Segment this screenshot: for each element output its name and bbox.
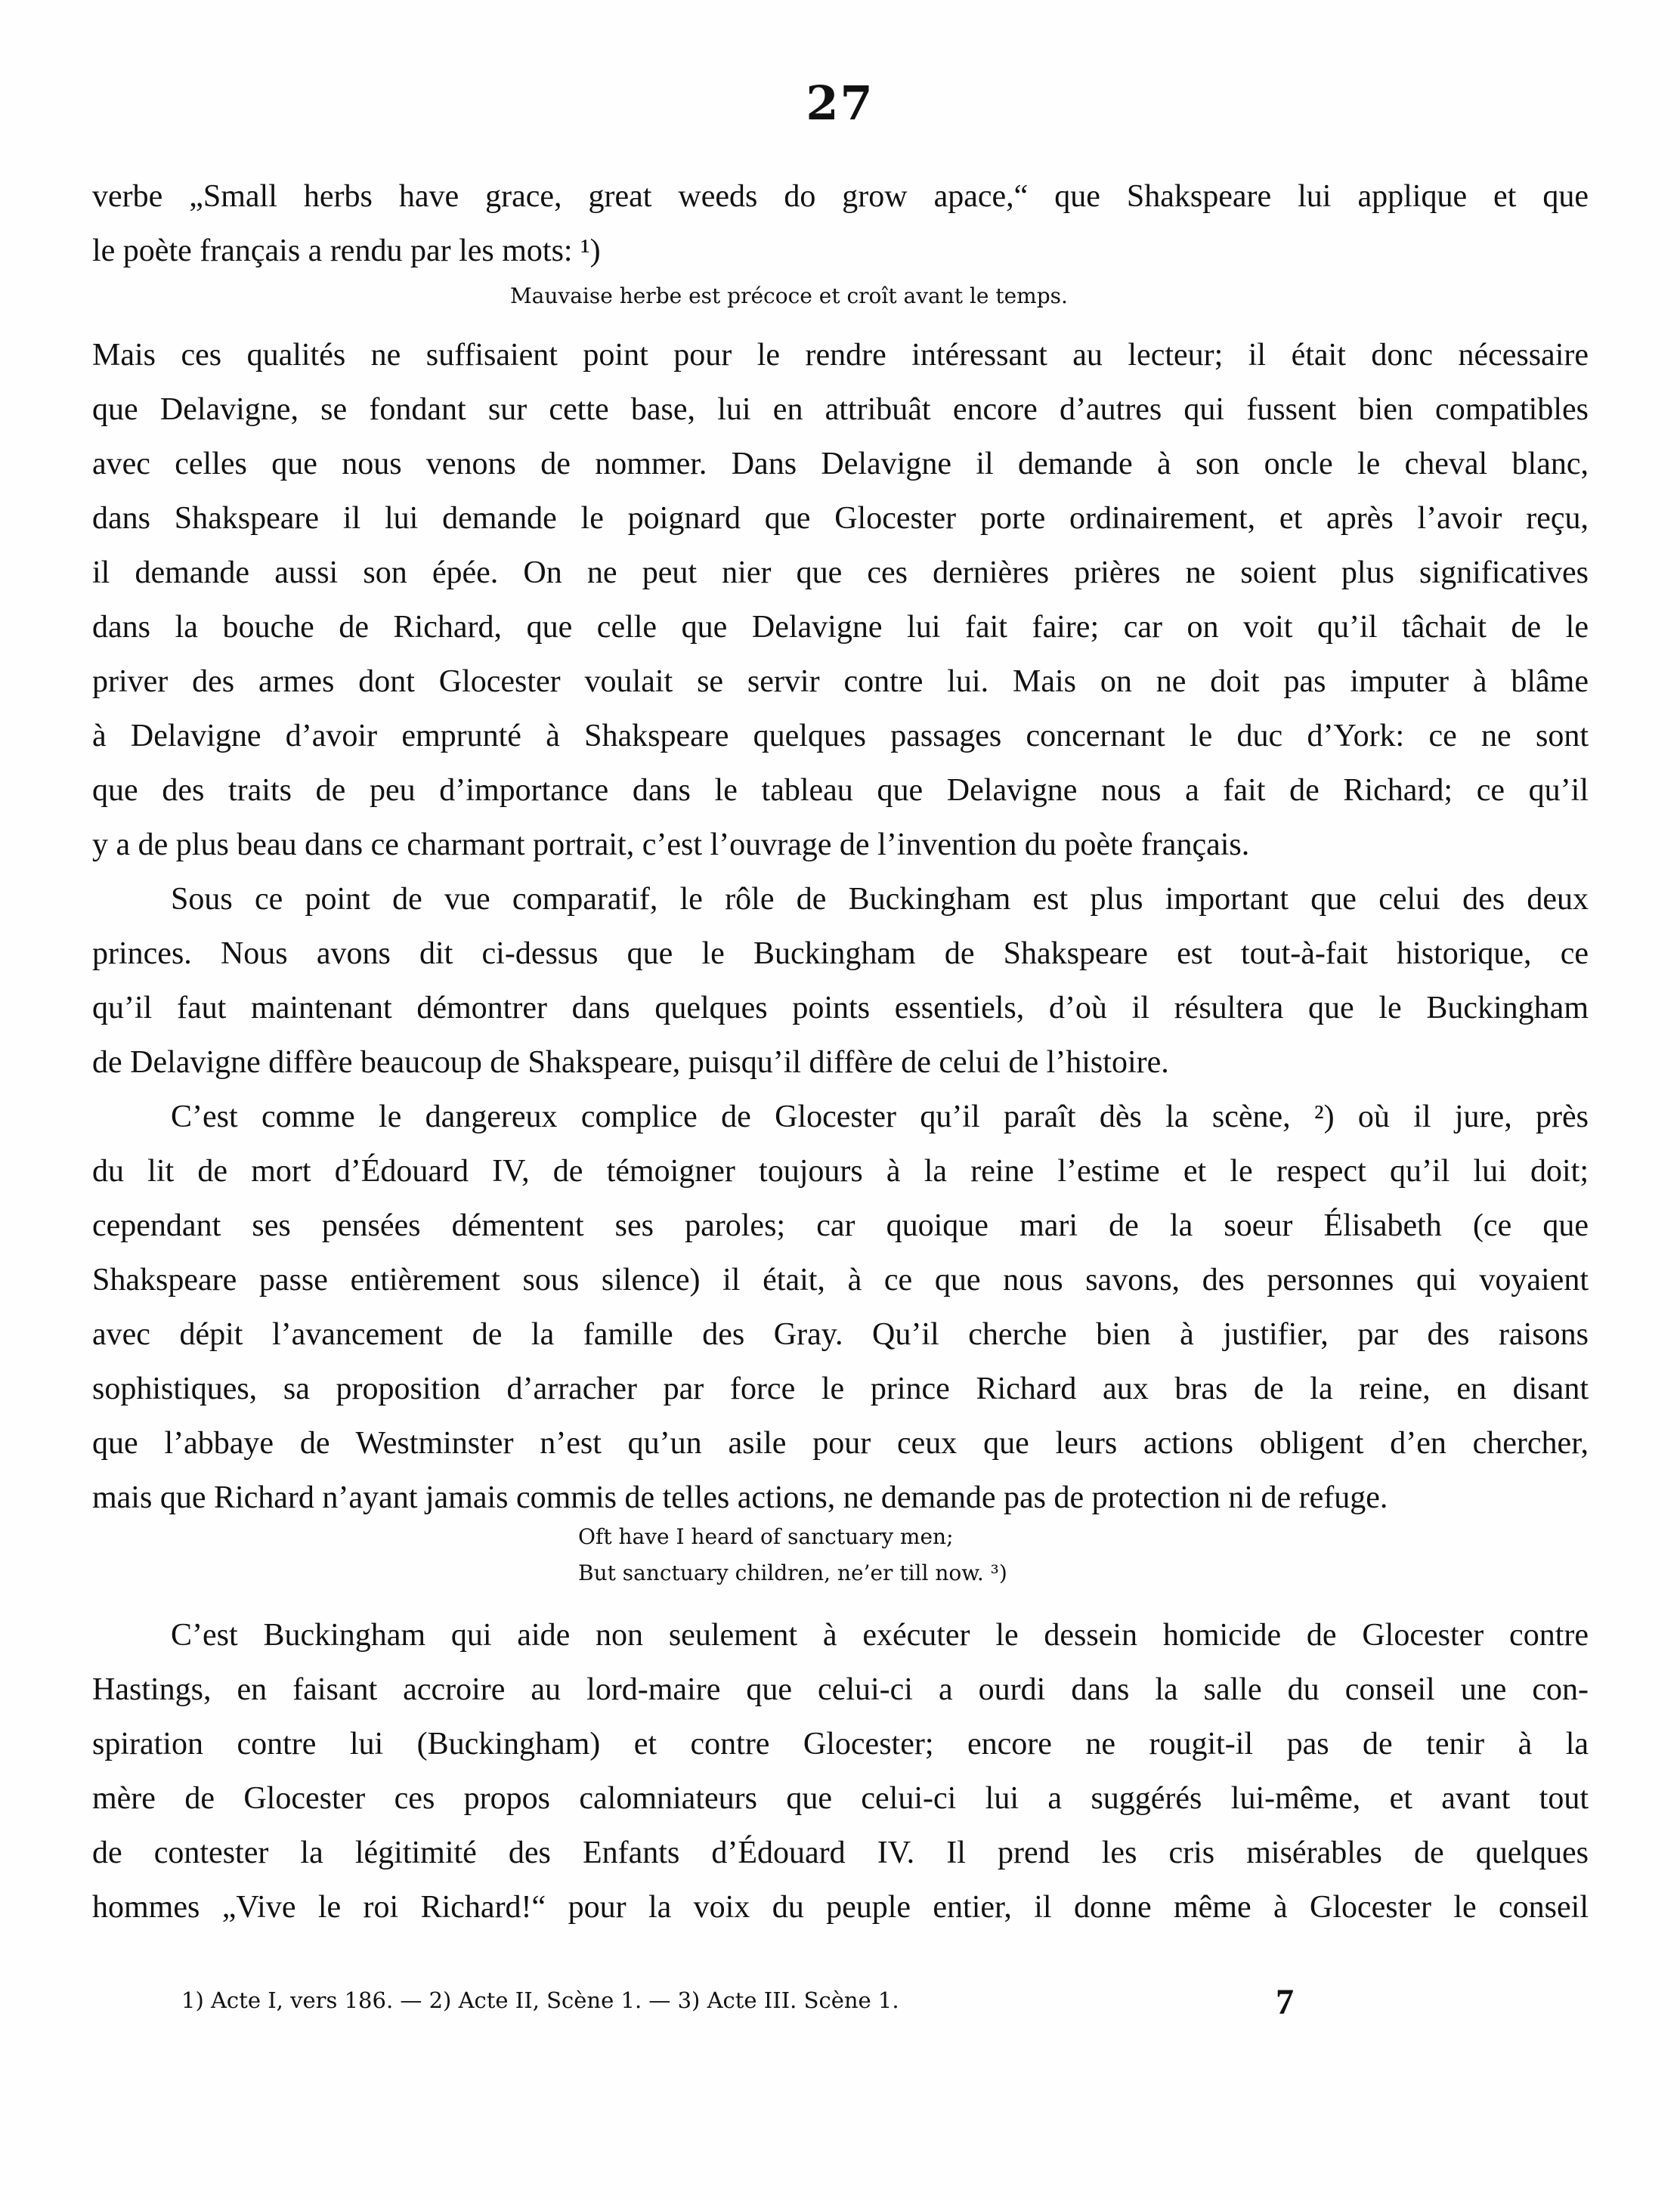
- paragraph-block-3: [92, 1608, 1589, 1935]
- text-line: y a de plus beau dans ce charmant portrait, c’est l’ouvrage de l’invention du poète français.: [92, 827, 1250, 862]
- text-line: de contester la légitimité des Enfants d’Édouard IV. Il prend les cris misérables de quelques: [92, 1836, 1589, 1870]
- text-line: C’est comme le dangereux complice de Glocester qu’il paraît dès la scène, ²) où il jure, près: [171, 1100, 1589, 1134]
- text-line: C’est Buckingham qui aide non seulement à exécuter le dessein homicide de Glocester contre: [171, 1618, 1589, 1653]
- text-line: dans Shakspeare il lui demande le poignard que Glocester porte ordinairement, et après l’avoir reçu,: [92, 501, 1589, 536]
- paragraph-block-2: [92, 328, 1589, 1525]
- text-line: Mais ces qualités ne suffisaient point pour le rendre intéressant au lecteur; il était donc nécessaire: [92, 338, 1589, 373]
- text-line: Shakspeare passe entièrement sous silence) il était, à ce que nous savons, des personnes qui voyaient: [92, 1263, 1589, 1297]
- paragraph-block-1: [92, 169, 1589, 278]
- footnotes: 1) Acte I, vers 186. — 2) Acte II, Scène 1. — 3) Acte III. Scène 1.: [181, 1987, 899, 2013]
- quote-line: But sanctuary children, ne’er till now. ³): [578, 1560, 1007, 1585]
- text-line: Sous ce point de vue comparatif, le rôle de Buckingham est plus important que celui des deux: [171, 882, 1589, 917]
- text-line: priver des armes dont Glocester voulait se servir contre lui. Mais on ne doit pas imputer à blâme: [92, 664, 1589, 699]
- text-line: mais que Richard n’ayant jamais commis de telles actions, ne demande pas de protection ni de refuge.: [92, 1480, 1388, 1515]
- signature-mark: 7: [1276, 1982, 1294, 2022]
- text-line: avec dépit l’avancement de la famille des Gray. Qu’il cherche bien à justifier, par des raisons: [92, 1317, 1589, 1352]
- text-line: que des traits de peu d’importance dans le tableau que Delavigne nous a fait de Richard; ce qu’il: [92, 773, 1589, 808]
- text-line: dans la bouche de Richard, que celle que Delavigne lui fait faire; car on voit qu’il tâchait de le: [92, 610, 1589, 645]
- text-line: cependant ses pensées démentent ses paroles; car quoique mari de la soeur Élisabeth (ce que: [92, 1208, 1589, 1243]
- text-line: du lit de mort d’Édouard IV, de témoigner toujours à la reine l’estime et le respect qu’il lui doit;: [92, 1154, 1589, 1189]
- text-line: hommes „Vive le roi Richard!“ pour la voix du peuple entier, il donne même à Glocester le conseil: [92, 1890, 1589, 1925]
- text-line: que Delavigne, se fondant sur cette base, lui en attribuât encore d’autres qui fussent bien compatibles: [92, 392, 1589, 427]
- text-line: il demande aussi son épée. On ne peut nier que ces dernières prières ne soient plus significatives: [92, 555, 1589, 590]
- text-line: mère de Glocester ces propos calomniateurs que celui-ci lui a suggérés lui-même, et avant tout: [92, 1781, 1589, 1816]
- text-line: le poète français a rendu par les mots: ¹): [92, 234, 601, 268]
- text-line: qu’il faut maintenant démontrer dans quelques points essentiels, d’où il résultera que le Buckingham: [92, 991, 1589, 1025]
- text-line: spiration contre lui (Buckingham) et contre Glocester; encore ne rougit-il pas de tenir à la: [92, 1727, 1589, 1761]
- text-line: Hastings, en faisant accroire au lord-maire que celui-ci a ourdi dans la salle du conseil une con-: [92, 1672, 1589, 1707]
- text-line: que l’abbaye de Westminster n’est qu’un asile pour ceux que leurs actions obligent d’en chercher,: [92, 1426, 1589, 1461]
- page-number: 27: [806, 76, 874, 131]
- verse-quote: [578, 1519, 1007, 1591]
- text-line: avec celles que nous venons de nommer. Dans Delavigne il demande à son oncle le cheval blanc,: [92, 447, 1589, 481]
- quote-line: Mauvaise herbe est précoce et croît avant le temps.: [510, 283, 1068, 308]
- text-line: princes. Nous avons dit ci-dessus que le Buckingham de Shakspeare est tout-à-fait historique, ce: [92, 936, 1589, 971]
- text-line: à Delavigne d’avoir emprunté à Shakspeare quelques passages concernant le duc d’York: ce ne sont: [92, 719, 1589, 753]
- text-line: de Delavigne diffère beaucoup de Shakspeare, puisqu’il diffère de celui de l’histoire.: [92, 1045, 1169, 1080]
- text-line: verbe „Small herbs have grace, great weeds do grow apace,“ que Shakspeare lui applique et que: [92, 179, 1589, 214]
- quote-line: Oft have I heard of sanctuary men;: [578, 1524, 954, 1549]
- text-line: sophistiques, sa proposition d’arracher par force le prince Richard aux bras de la reine, en disant: [92, 1372, 1589, 1406]
